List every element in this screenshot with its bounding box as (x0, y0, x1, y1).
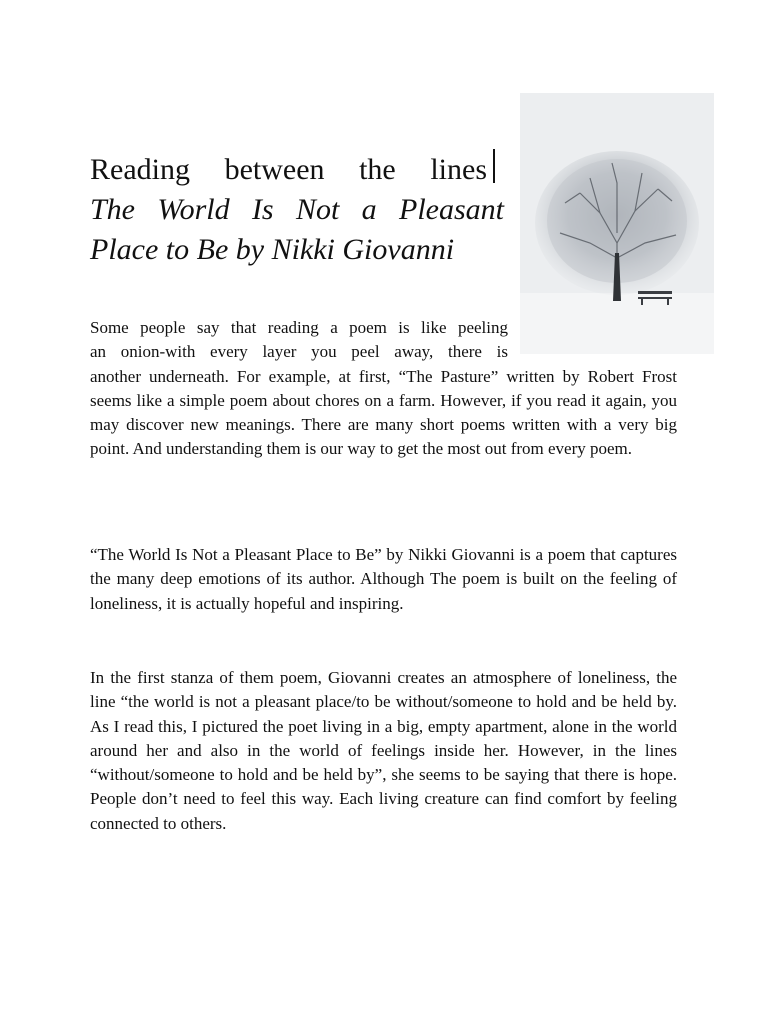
paragraph-intro-line-2: an onion-with every layer you peel away, there is (90, 342, 508, 362)
heading-word: between (224, 153, 325, 186)
subtitle (90, 190, 505, 270)
paragraph-intro-line-1: Some people say that reading a poem is like peeling (90, 318, 508, 337)
paragraph-intro-rest: another underneath. For example, at first, “The Pasture” written by Robert Frost seems like a simple poem about chores on a farm. However, if you read it again, you may discover new meanings. There are many short poems written with a very big point. And understanding them is our way to get the most out from every poem. (90, 366, 677, 459)
heading-text (90, 150, 487, 190)
heading (90, 145, 495, 190)
paragraph-thesis: “The World Is Not a Pleasant Place to Be” by Nikki Giovanni is a poem that captures the many deep emotions of its author. Although The poem is built on the feeling of loneliness, it is actually hopeful and inspiring. (90, 545, 677, 613)
subtitle-line-1: The World Is Not a Pleasant (90, 193, 504, 226)
heading-word: Reading (90, 153, 190, 186)
heading-word: the (359, 153, 396, 186)
subtitle-line-2: Place to Be by Nikki Giovanni (90, 233, 455, 266)
paragraph-intro (90, 316, 677, 462)
text-cursor (493, 149, 495, 183)
snowy-tree-illustration (520, 93, 714, 354)
title-block (90, 145, 520, 270)
snowy-tree-photo (520, 93, 714, 354)
paragraph-analysis: In the first stanza of them poem, Giovanni creates an atmosphere of loneliness, the line “the world is not a pleasant place/to be without/someone to hold and be held by. As I read this, I pictured the poet living in a big, empty apartment, alone in the world around her and also in the world of feelings inside her. However, in the lines “without/someone to hold and be held by”, she seems to be saying that there is hope. People don’t need to feel this way. Each living creature can find comfort by feeling connected to others. (90, 668, 677, 833)
heading-word: lines (430, 153, 487, 186)
